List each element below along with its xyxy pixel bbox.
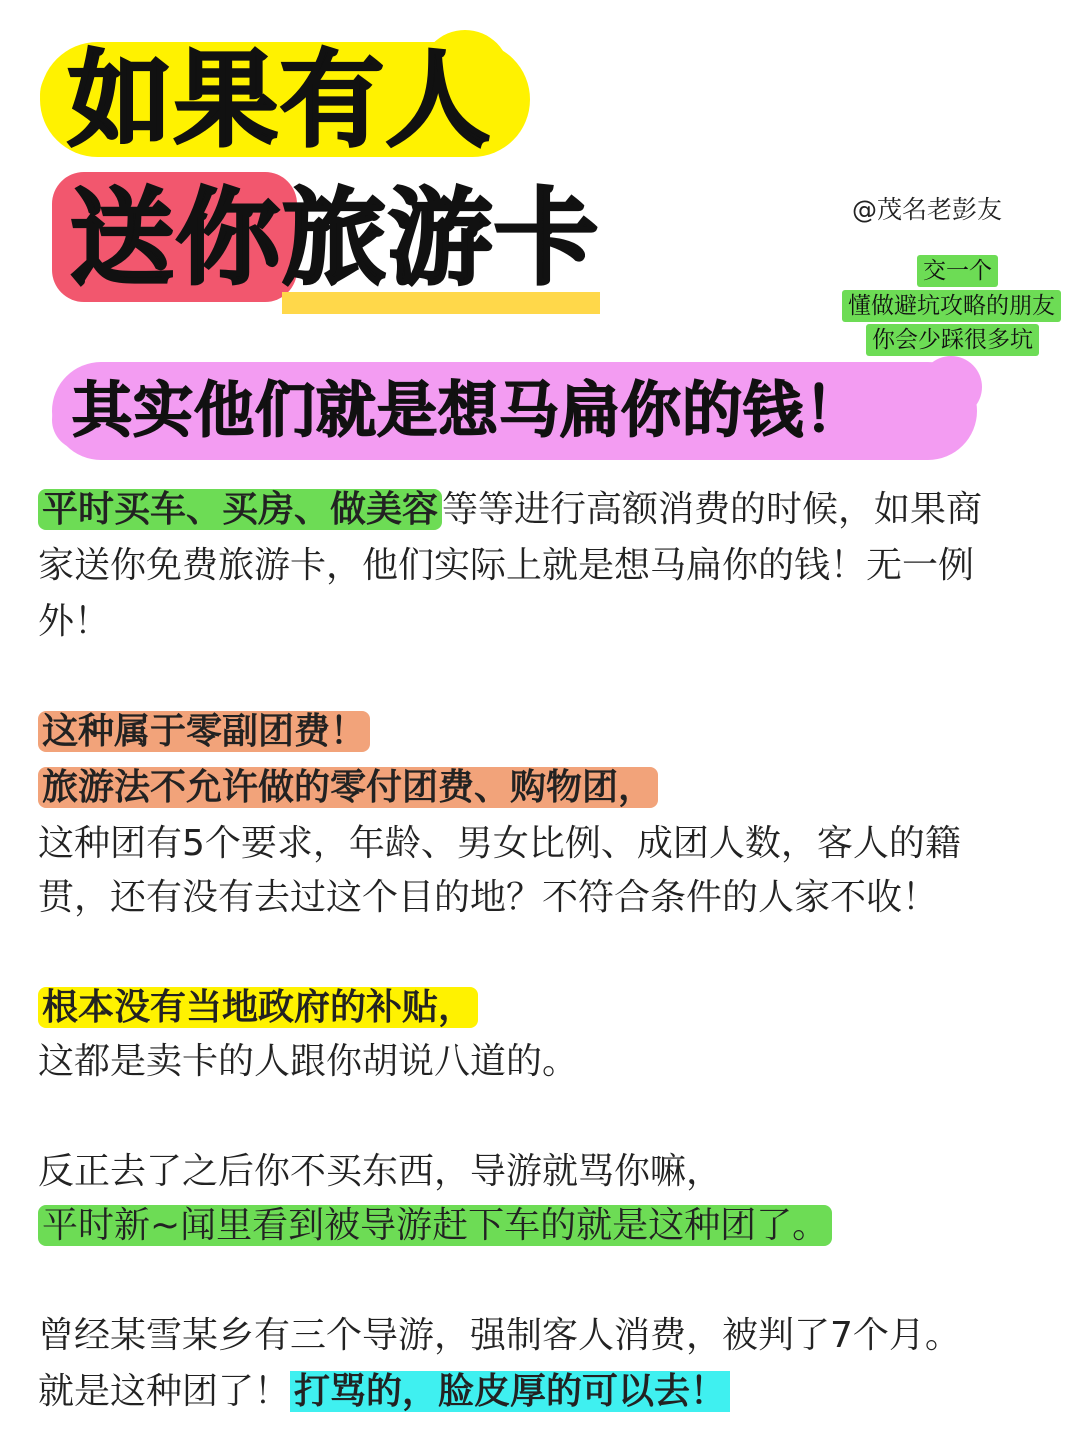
- body-line: 反正去了之后你不买东西，导游就骂你嘛，: [38, 1151, 723, 1192]
- highlight-text: 这种属于零副团费！: [38, 711, 370, 752]
- tag-label: 你会少踩很多坑: [866, 324, 1039, 356]
- body-line: 这种团有5个要求，年龄、男女比例、成团人数，客人的籍: [38, 823, 961, 864]
- body-line: [38, 704, 370, 760]
- tag-label: 懂做避坑攻略的朋友: [842, 290, 1061, 322]
- body-line: 这都是卖卡的人跟你胡说八道的。: [38, 1041, 579, 1082]
- highlight-text: 平时买车、买房、做美容: [38, 489, 442, 530]
- author-handle: @茂名老彭友: [852, 195, 1003, 224]
- highlight-text: 旅游法不允许做的零付团费、购物团，: [38, 767, 658, 808]
- tag-label: 交一个: [917, 255, 998, 287]
- body-line: 家送你免费旅游卡，他们实际上就是想马扁你的钱！无一例: [38, 545, 975, 586]
- body-text: 等等进行高额消费的时候，如果商: [442, 489, 983, 530]
- title3-bubble: [920, 356, 982, 418]
- title-line-2: 送你旅游卡: [70, 177, 601, 299]
- body-line: [38, 1364, 730, 1420]
- body-line: 曾经某雪某乡有三个导游，强制客人消费，被判了7个月。: [38, 1315, 961, 1356]
- body-text: 就是这种团了！: [38, 1371, 291, 1412]
- body-line: [38, 1198, 832, 1254]
- highlight-text: 根本没有当地政府的补贴，: [38, 987, 478, 1028]
- body-line: 外！: [38, 601, 111, 642]
- body-line: [38, 482, 982, 538]
- body-line: [38, 760, 658, 816]
- highlight-text: 平时新~闻里看到被导游赶下车的就是这种团了。: [38, 1205, 832, 1246]
- title-line-3: 其实他们就是想马扁你的钱！: [72, 376, 865, 446]
- body-line: 贯，还有没有去过这个目的地？不符合条件的人家不收！: [38, 877, 939, 918]
- highlight-text: 打骂的，脸皮厚的可以去！: [290, 1371, 730, 1412]
- title-line-1: 如果有人: [68, 39, 493, 161]
- body-line: [38, 980, 478, 1036]
